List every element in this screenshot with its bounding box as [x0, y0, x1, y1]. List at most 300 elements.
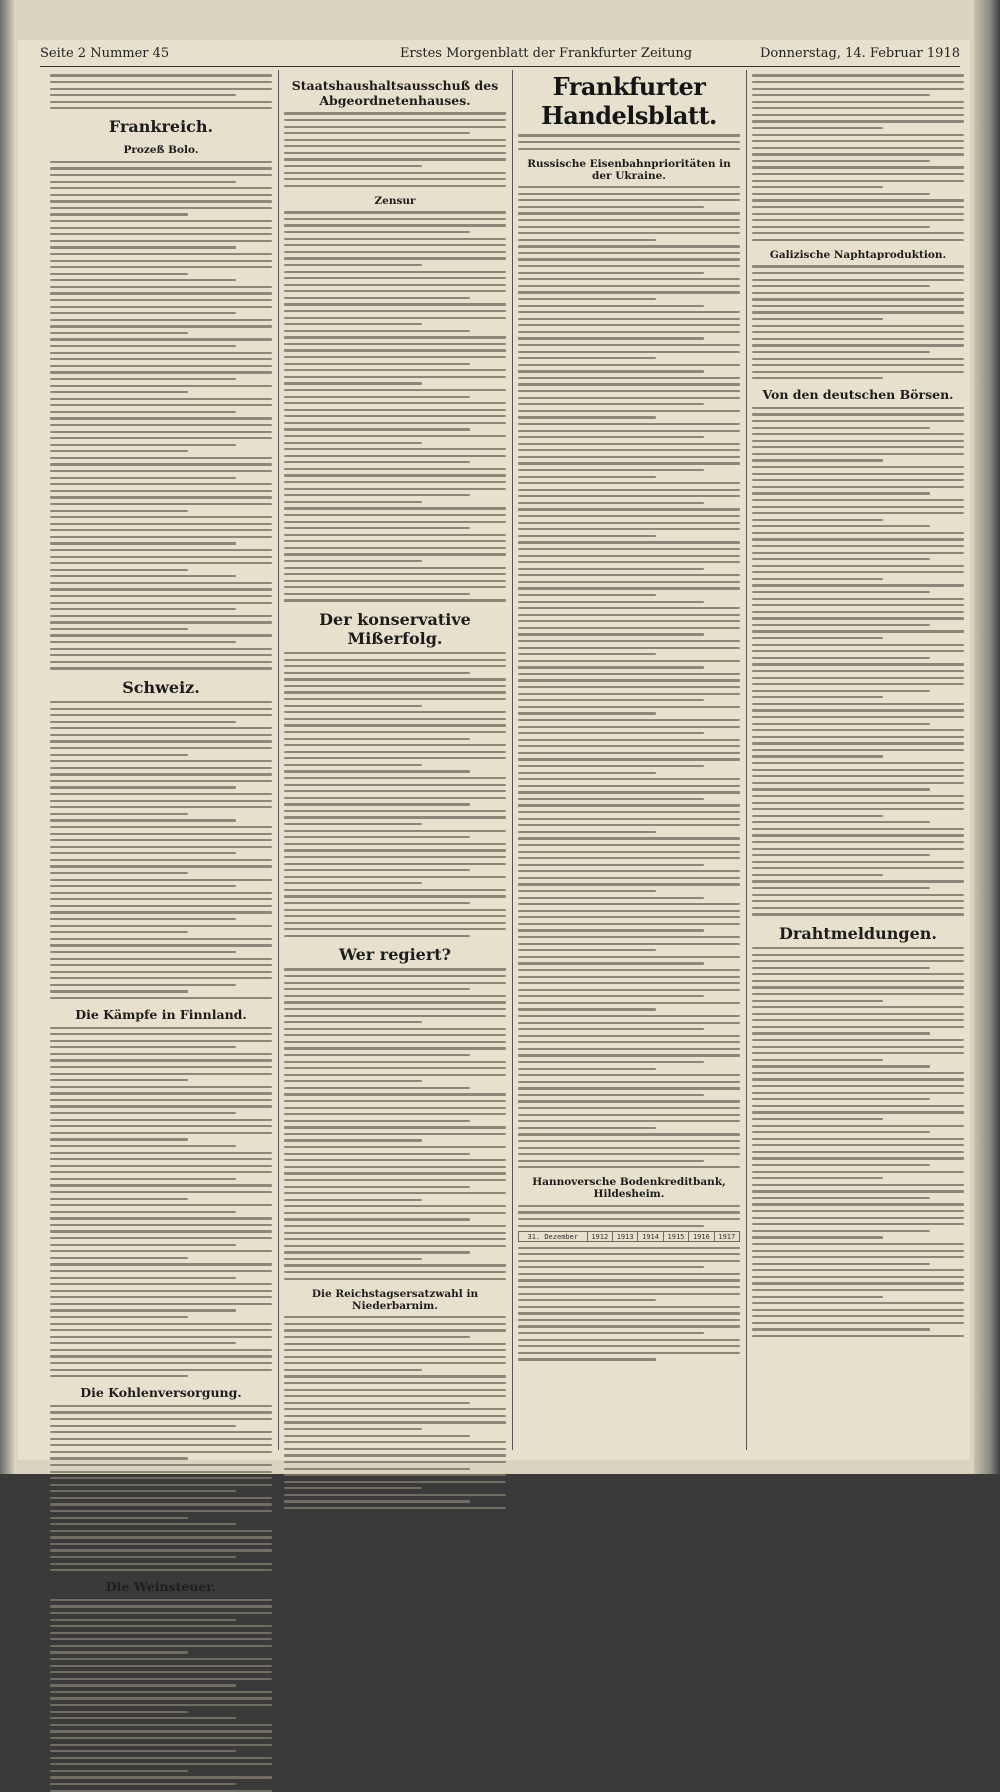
header-rule: [40, 66, 960, 67]
text-line: [752, 74, 964, 76]
text-line: [518, 291, 740, 293]
text-line: [752, 413, 964, 415]
text-line: [284, 507, 506, 509]
text-line: [50, 1510, 272, 1512]
text-line: [752, 1072, 964, 1074]
text-line: [518, 719, 740, 721]
text-line: [50, 1523, 236, 1525]
text-line: [518, 462, 740, 464]
text-line: [284, 1408, 506, 1410]
text-line: [752, 1065, 930, 1067]
text-line: [518, 574, 740, 576]
text-line: [50, 1125, 272, 1127]
text-line: [284, 1028, 506, 1030]
header-date: Donnerstag, 14. Februar 1918: [759, 46, 960, 61]
text-line: [284, 843, 506, 845]
text-line: [50, 174, 272, 176]
text-line: [752, 663, 964, 665]
text-line: [518, 555, 740, 557]
text-line: [284, 145, 506, 147]
text-line: [284, 1218, 470, 1220]
text-line: [518, 679, 740, 681]
text-line: [752, 650, 964, 652]
text-line: [50, 424, 272, 426]
text-line: [50, 1257, 188, 1259]
text-line: [284, 784, 506, 786]
text-line: [518, 245, 740, 247]
text-line: [50, 1599, 272, 1601]
text-line: [50, 1369, 272, 1371]
text-line: [50, 1730, 272, 1732]
text-line: [50, 951, 236, 953]
text-line: [518, 258, 740, 260]
text-line: [50, 621, 272, 623]
text-line: [284, 770, 470, 772]
text-line: [284, 1186, 470, 1188]
text-line: [284, 757, 506, 759]
text-line: [284, 1199, 422, 1201]
article-heading: Staatshaushaltsausschuß des Abgeordnetenhauses.: [291, 78, 499, 108]
text-line: [284, 139, 506, 141]
text-line: [284, 902, 470, 904]
text-line: [284, 573, 506, 575]
text-line: [752, 769, 964, 771]
text-line: [284, 1093, 506, 1095]
text-line: [284, 1421, 506, 1423]
text-line: [752, 1144, 964, 1146]
text-line: [752, 1282, 964, 1284]
text-line: [518, 791, 740, 793]
text-line: [50, 1783, 236, 1785]
text-line: [752, 690, 930, 692]
text-line: [284, 1474, 506, 1476]
text-line: [50, 536, 272, 538]
text-line: [50, 667, 272, 669]
text-line: [284, 428, 470, 430]
text-line: [752, 446, 964, 448]
text-line: [518, 212, 740, 214]
column-separator: [746, 70, 747, 1450]
text-line: [518, 1205, 740, 1207]
text-line: [518, 476, 656, 478]
text-line: [50, 1658, 272, 1660]
text-line: [752, 292, 964, 294]
text-line: [284, 909, 506, 911]
text-line: [50, 1040, 272, 1042]
text-line: [50, 1086, 272, 1088]
text-line: [518, 423, 740, 425]
text-line: [50, 575, 236, 577]
text-line: [752, 670, 964, 672]
text-line: [752, 499, 964, 501]
text-line: [518, 811, 740, 813]
text-line: [50, 1263, 272, 1265]
text-line: [518, 745, 740, 747]
text-line: [752, 114, 964, 116]
text-line: [50, 1066, 272, 1068]
text-line: [518, 1253, 740, 1255]
text-line: [50, 1697, 272, 1699]
text-line: [518, 1114, 740, 1116]
text-line: [284, 264, 422, 266]
text-line: [284, 935, 470, 937]
text-line: [50, 1375, 188, 1377]
text-line: [50, 213, 188, 215]
text-line: [50, 984, 236, 986]
text-line: [752, 239, 964, 241]
text-line: [518, 936, 740, 938]
text-line: [284, 1021, 422, 1023]
text-line: [518, 206, 704, 208]
text-line: [518, 285, 740, 287]
text-line: [518, 831, 656, 833]
text-line: [752, 644, 964, 646]
text-line: [518, 548, 740, 550]
text-line: [518, 1087, 740, 1089]
text-line: [50, 1309, 236, 1311]
text-line: [518, 502, 704, 504]
text-line: [50, 181, 236, 183]
text-line: [518, 239, 656, 241]
text-line: [284, 678, 506, 680]
text-line: [50, 648, 272, 650]
text-line: [518, 890, 656, 892]
text-line: [284, 1441, 506, 1443]
text-line: [752, 1138, 964, 1140]
article-heading: Hannoversche Bodenkreditbank, Hildesheim.: [532, 1176, 726, 1201]
text-line: [284, 1001, 506, 1003]
text-line: [50, 450, 188, 452]
text-line: [752, 1026, 964, 1028]
text-line: [50, 1158, 272, 1160]
text-line: [50, 220, 272, 222]
text-line: [752, 173, 964, 175]
text-line: [752, 848, 964, 850]
text-line: [752, 867, 964, 869]
text-line: [284, 1113, 506, 1115]
column-separator: [278, 70, 279, 1450]
article-text: [752, 947, 964, 1337]
text-line: [752, 598, 964, 600]
text-line: [284, 1454, 506, 1456]
text-line: [50, 1438, 272, 1440]
text-line: [50, 931, 188, 933]
text-line: [50, 1290, 272, 1292]
text-line: [50, 615, 272, 617]
text-line: [752, 525, 930, 527]
text-line: [752, 723, 930, 725]
column-separator: [512, 70, 513, 1450]
text-line: [50, 569, 188, 571]
text-line: [518, 1273, 740, 1275]
text-line: [284, 251, 506, 253]
text-line: [50, 1145, 236, 1147]
text-line: [50, 1619, 236, 1621]
article-heading: Die Kohlenversorgung.: [80, 1385, 242, 1401]
text-line: [518, 804, 740, 806]
text-line: [284, 1015, 506, 1017]
text-line: [518, 1140, 740, 1142]
text-line: [752, 1315, 964, 1317]
text-line: [284, 1336, 470, 1338]
text-line: [752, 1309, 964, 1311]
text-line: [50, 273, 188, 275]
text-line: [518, 397, 740, 399]
text-line: [284, 1343, 506, 1345]
text-line: [284, 1500, 470, 1502]
text-line: [518, 943, 740, 945]
text-line: [284, 1087, 470, 1089]
text-line: [752, 1019, 964, 1021]
text-line: [752, 887, 930, 889]
text-line: [284, 290, 506, 292]
text-line: [284, 119, 506, 121]
text-line: [752, 821, 930, 823]
text-line: [518, 962, 704, 964]
text-line: [50, 398, 272, 400]
text-line: [752, 473, 964, 475]
text-line: [752, 279, 964, 281]
text-line: [284, 323, 422, 325]
text-line: [284, 1468, 470, 1470]
text-line: [518, 410, 740, 412]
text-line: [50, 1549, 272, 1551]
text-line: [50, 187, 272, 189]
article-heading: Galizische Naphtaproduktion.: [769, 249, 947, 262]
text-line: [284, 1356, 506, 1358]
text-line: [518, 318, 740, 320]
text-line: [50, 1237, 272, 1239]
text-line: [50, 306, 272, 308]
text-line: [50, 496, 272, 498]
text-line: [50, 872, 188, 874]
text-line: [518, 916, 740, 918]
text-line: [50, 997, 272, 999]
text-line: [284, 422, 506, 424]
text-line: [752, 775, 964, 777]
text-line: [752, 325, 964, 327]
text-line: [518, 252, 740, 254]
text-line: [752, 1171, 964, 1173]
text-line: [284, 501, 422, 503]
text-line: [518, 1094, 704, 1096]
text-line: [284, 382, 422, 384]
text-line: [284, 764, 422, 766]
text-line: [284, 1428, 422, 1430]
text-line: [518, 982, 740, 984]
text-line: [50, 1425, 236, 1427]
text-line: [284, 244, 506, 246]
text-line: [284, 1258, 422, 1260]
text-line: [284, 1323, 506, 1325]
text-line: [518, 430, 740, 432]
text-line: [752, 466, 964, 468]
text-line: [284, 271, 506, 273]
article-text: [752, 407, 964, 916]
text-line: [518, 1211, 740, 1213]
text-line: [518, 798, 704, 800]
text-line: [50, 977, 272, 979]
text-line: [518, 587, 740, 589]
text-line: [284, 849, 506, 851]
text-line: [518, 614, 740, 616]
text-line: [518, 134, 740, 136]
text-line: [284, 915, 506, 917]
text-line: [50, 628, 188, 630]
text-line: [50, 839, 272, 841]
text-line: [752, 1322, 964, 1324]
text-line: [50, 1645, 272, 1647]
text-line: [50, 1323, 272, 1325]
text-line: [518, 929, 704, 931]
article-text: [50, 161, 272, 670]
text-line: [752, 788, 930, 790]
text-line: [50, 417, 272, 419]
article-text: [752, 265, 964, 379]
text-line: [284, 672, 470, 674]
text-line: [50, 813, 188, 815]
text-line: [284, 389, 506, 391]
table-header-cell: 1914: [638, 1232, 663, 1242]
text-line: [50, 279, 236, 281]
text-line: [50, 431, 272, 433]
text-line: [752, 305, 964, 307]
text-line: [50, 1757, 272, 1759]
text-line: [518, 726, 740, 728]
text-line: [284, 731, 506, 733]
text-line: [50, 260, 272, 262]
article-heading: Russische Eisenbahnprioritäten in der Ukraine.: [527, 157, 731, 182]
text-line: [50, 1105, 272, 1107]
text-line: [50, 404, 272, 406]
text-line: [752, 967, 930, 969]
text-line: [518, 357, 656, 359]
text-line: [518, 528, 740, 530]
text-line: [752, 479, 964, 481]
text-line: [518, 1127, 656, 1129]
text-line: [284, 856, 506, 858]
text-line: [284, 211, 506, 213]
text-line: [50, 740, 272, 742]
text-line: [50, 1112, 236, 1114]
text-line: [50, 542, 236, 544]
text-line: [284, 1369, 422, 1371]
text-line: [284, 593, 470, 595]
text-line: [518, 1074, 740, 1076]
text-line: [284, 928, 506, 930]
text-line: [518, 416, 656, 418]
text-line: [518, 1332, 704, 1334]
text-line: [752, 630, 964, 632]
section-heading: Drahtmeldungen.: [779, 923, 937, 943]
text-line: [284, 1461, 506, 1463]
text-line: [752, 1302, 964, 1304]
text-line: [284, 1349, 506, 1351]
text-line: [752, 459, 883, 461]
text-line: [518, 1153, 740, 1155]
text-line: [752, 677, 964, 679]
text-line: [50, 510, 188, 512]
text-line: [284, 790, 506, 792]
text-line: [50, 846, 272, 848]
table-header-cell: 1916: [689, 1232, 714, 1242]
section-title: Frankfurter Handelsblatt.: [541, 72, 717, 130]
text-line: [752, 1190, 964, 1192]
text-line: [50, 1638, 272, 1640]
text-line: [284, 1054, 470, 1056]
text-line: [50, 1711, 188, 1713]
text-line: [284, 1192, 506, 1194]
text-line: [752, 344, 964, 346]
text-line: [752, 81, 964, 83]
text-line: [752, 1118, 883, 1120]
text-line: [752, 492, 930, 494]
text-line: [752, 358, 964, 360]
text-line: [752, 1210, 964, 1212]
text-line: [284, 718, 506, 720]
article-heading: Die Kämpfe in Finnland.: [75, 1007, 247, 1023]
text-line: [752, 1085, 964, 1087]
text-line: [752, 88, 964, 90]
text-line: [50, 1691, 272, 1693]
text-line: [284, 435, 506, 437]
text-line: [752, 180, 964, 182]
text-line: [752, 637, 883, 639]
text-line: [518, 660, 740, 662]
text-line: [50, 634, 272, 636]
text-line: [284, 1481, 506, 1483]
text-line: [752, 1046, 964, 1048]
text-line: [752, 1289, 964, 1291]
text-line: [50, 800, 272, 802]
text-line: [518, 851, 740, 853]
text-line: [284, 172, 506, 174]
text-line: [752, 94, 930, 96]
text-line: [752, 683, 964, 685]
text-line: [50, 1349, 272, 1351]
text-line: [752, 120, 964, 122]
text-line: [50, 167, 272, 169]
text-line: [50, 654, 272, 656]
text-line: [50, 1184, 272, 1186]
text-line: [284, 863, 506, 865]
text-line: [752, 1078, 964, 1080]
text-line: [50, 286, 272, 288]
text-line: [752, 338, 964, 340]
text-line: [50, 253, 272, 255]
text-line: [284, 185, 506, 187]
article-text: [518, 1205, 740, 1227]
text-line: [284, 1362, 506, 1364]
text-line: [50, 661, 272, 663]
text-line: [752, 571, 964, 573]
text-line: [50, 1457, 188, 1459]
text-line: [50, 990, 188, 992]
text-line: [50, 292, 272, 294]
text-line: [518, 232, 740, 234]
text-line: [518, 337, 704, 339]
text-line: [50, 549, 272, 551]
text-line: [50, 503, 272, 505]
text-line: [518, 824, 740, 826]
text-line: [284, 1435, 470, 1437]
text-line: [284, 1172, 506, 1174]
text-line: [284, 1232, 506, 1234]
text-line: [518, 390, 740, 392]
text-line: [518, 186, 740, 188]
text-line: [50, 1556, 236, 1558]
table-header-cell: 1912: [587, 1232, 612, 1242]
